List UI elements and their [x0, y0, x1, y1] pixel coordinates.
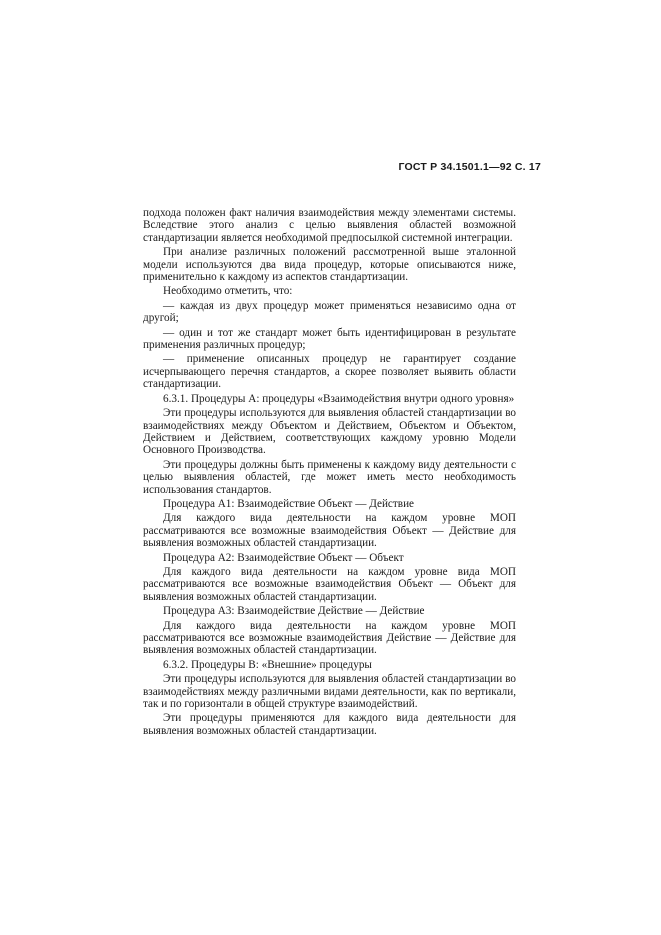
- paragraph: Необходимо отметить, что:: [163, 285, 293, 298]
- section-heading: 6.3.1. Процедуры А: процедуры «Взаимодействия внутри одного уровня»: [163, 392, 515, 405]
- procedure-heading: Процедура А1: Взаимодействие Объект — Действие: [163, 497, 415, 510]
- paragraph: Эти процедуры применяются для каждого вида деятельности для выявления возможных областей стандартизации.: [143, 712, 516, 737]
- paragraph: Для каждого вида деятельности на каждом уровне вида МОП рассматриваются все возможные взаимодействия Объект — Объект для выявления возможных областей стандартизации.: [143, 565, 516, 603]
- list-item: — применение описанных процедур не гарантирует создание исчерпывающего перечня стандартов, а скорее позволяет выявить области стандартизации.: [143, 353, 516, 391]
- procedure-heading: Процедура А3: Взаимодействие Действие — Действие: [163, 605, 425, 618]
- paragraph: Эти процедуры используются для выявления областей стандартизации во взаимодействиях между Объектом и Действием, Объектом и Объектом, Действием и Действием, соответствующих каждому уровню Модели Основного Производства.: [143, 407, 516, 457]
- list-item: — каждая из двух процедур может применяться независимо одна от другой;: [143, 299, 516, 325]
- section-heading: 6.3.2. Процедуры В: «Внешние» процедуры: [163, 658, 372, 671]
- paragraph: Эти процедуры должны быть применены к каждому виду деятельности с целью выявления областей, где может иметь место необходимость использования стандартов.: [143, 458, 516, 496]
- procedure-heading: Процедура А2: Взаимодействие Объект — Объект: [163, 551, 404, 564]
- paragraph: Для каждого вида деятельности на каждом уровне МОП рассматриваются все возможные взаимодействия Действие — Действие для выявления возможных областей стандартизации.: [143, 619, 516, 657]
- page-header: ГОСТ Р 34.1501.1—92 С. 17: [398, 161, 541, 173]
- list-item: — один и тот же стандарт может быть идентифицирован в результате применения различных процедур;: [143, 326, 516, 352]
- paragraph: При анализе различных положений рассмотренной выше эталонной модели используются два вида процедур, которые описываются ниже, применительно к каждому из аспектов стандартизации.: [143, 246, 516, 284]
- paragraph: Для каждого вида деятельности на каждом уровне МОП рассматриваются все возможные взаимодействия Объект — Действие для выявления возможных областей стандартизации.: [143, 512, 516, 550]
- paragraph: Эти процедуры используются для выявления областей стандартизации во взаимодействиях между различными видами деятельности, как по вертикали, так и по горизонтали в общей структуре взаимодействий.: [143, 673, 516, 711]
- document-body: [143, 207, 516, 739]
- paragraph: подхода положен факт наличия взаимодействия между элементами системы. Вследствие этого анализ с целью выявления областей возможной стандартизации является необходимой предпосылкой системной интеграции.: [143, 207, 516, 244]
